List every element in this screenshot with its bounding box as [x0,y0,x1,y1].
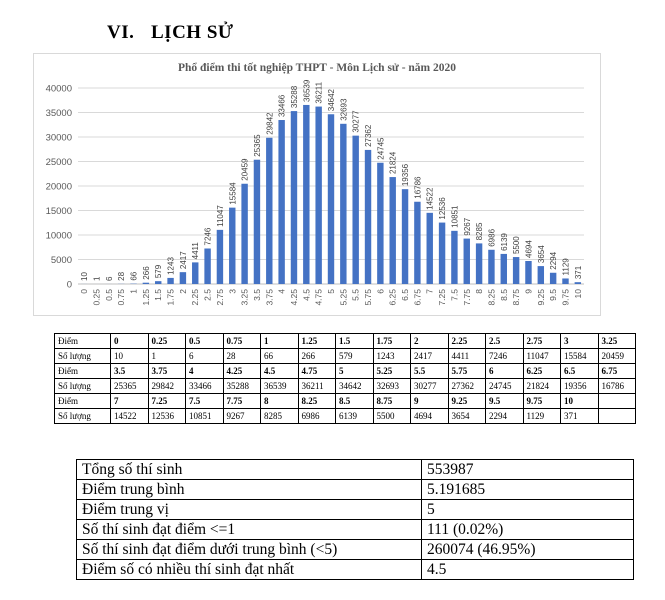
score-cell: 3.5 [111,364,149,379]
chart-bar [204,248,210,284]
count-cell: 21824 [523,379,561,394]
data-label: 20459 [240,158,250,181]
chart-title: Phổ điểm thi tốt nghiệp THPT - Môn Lịch sử - năm 2020 [177,62,457,74]
stats-row [77,500,634,520]
chart-bar [365,150,371,284]
stats-row [77,480,634,500]
x-tick-label: 8.75 [511,289,522,306]
chart-bar [266,138,272,284]
y-tick-label: 30000 [45,132,72,144]
data-label: 9267 [462,217,472,236]
score-cell: 3.25 [598,334,636,349]
chart-bar [328,114,334,284]
score-cell: 5 [336,364,374,379]
count-cell: 32693 [373,379,411,394]
data-label: 66 [129,271,139,281]
score-cell: 7.25 [148,394,186,409]
chart-bar [352,136,358,284]
data-label: 371 [573,265,583,280]
y-tick-label: 10000 [45,230,72,242]
score-row [55,394,636,409]
score-cell: 4 [186,364,224,379]
stats-value: 111 (0.02%) [422,520,634,540]
data-label: 28 [117,271,127,281]
score-cell: 2.75 [523,334,561,349]
chart-bar [389,177,395,284]
x-tick-label: 7.5 [449,289,460,301]
count-cell: 1 [148,349,186,364]
score-cell: 0.75 [223,334,261,349]
count-cell: 19356 [561,379,599,394]
data-label: 6986 [487,228,497,247]
score-cell: 5.5 [411,364,449,379]
chart-bar [217,230,223,284]
stats-row [77,560,634,580]
y-tick-label: 5000 [50,255,72,266]
score-cell: 4.25 [223,364,261,379]
data-label: 7246 [203,227,213,246]
chart-bar [501,254,507,284]
section-heading [107,22,234,44]
count-cell: 579 [336,349,374,364]
count-cell: 371 [561,409,599,424]
count-cell: 36539 [261,379,299,394]
count-cell [598,409,636,424]
count-cell: 11047 [523,349,561,364]
score-cell: 9.5 [486,394,524,409]
score-cell: 0.5 [186,334,224,349]
x-tick-label: 8.5 [498,289,509,301]
x-tick-label: 6.5 [400,289,411,301]
count-cell: 1243 [373,349,411,364]
score-cell: 1.25 [298,334,336,349]
count-cell: 28 [223,349,261,364]
chart-bar [414,202,420,284]
score-cell: 2.5 [486,334,524,349]
x-tick-label: 1.75 [165,289,176,306]
score-cell: 5.75 [448,364,486,379]
count-cell: 33466 [186,379,224,394]
chart-bar [155,281,161,284]
y-tick-label: 20000 [45,181,72,193]
chart-bar [143,283,149,284]
chart-bar [488,250,494,284]
chart-bar [439,223,445,284]
section-title: LỊCH SỬ [151,22,234,43]
count-cell: 4411 [448,349,486,364]
x-tick-label: 4 [276,289,287,294]
data-label: 4694 [524,240,534,258]
score-cell: 6.75 [598,364,636,379]
score-cell: 8.5 [336,394,374,409]
stats-label: Điểm trung bình [77,480,422,500]
stats-label: Số thí sinh đạt điểm <=1 [77,520,422,540]
data-label: 24745 [376,137,386,160]
y-tick-label: 25000 [45,157,72,168]
chart-bar [291,111,297,284]
x-tick-label: 2.75 [214,289,225,306]
chart-bar [575,282,581,284]
score-row-label: Điểm [55,334,111,349]
count-cell: 29842 [148,379,186,394]
x-tick-label: 7 [424,289,435,294]
x-tick-label: 0.5 [103,289,114,301]
x-tick-label: 0.25 [91,289,102,306]
data-label: 34642 [327,89,336,112]
data-label: 15584 [228,182,238,205]
data-label: 21824 [388,151,398,175]
data-label: 8285 [475,222,485,241]
count-cell: 2417 [411,349,449,364]
count-row-label: Số lượng [55,409,111,424]
chart-bar [464,239,470,284]
score-cell: 2.25 [448,334,486,349]
count-cell: 12536 [148,409,186,424]
summary-stats-table [76,459,634,580]
y-tick-label: 0 [66,279,72,291]
count-cell: 14522 [111,409,149,424]
x-tick-label: 4.25 [288,289,299,306]
count-cell: 4694 [411,409,449,424]
score-cell: 5.25 [373,364,411,379]
score-cell: 3.75 [148,364,186,379]
x-tick-label: 8.25 [486,289,497,306]
x-tick-label: 8 [474,289,485,294]
x-tick-label: 6.75 [412,289,423,306]
score-cell: 6 [486,364,524,379]
data-label: 6 [104,276,114,281]
x-tick-label: 1.25 [140,289,151,306]
data-label: 2294 [549,251,559,270]
chart-bar [377,163,383,284]
stats-label: Điểm số có nhiều thí sinh đạt nhất [77,560,422,580]
score-row [55,364,636,379]
count-row [55,349,636,364]
score-cell: 10 [561,394,599,409]
score-cell: 6.5 [561,364,599,379]
data-label: 1 [92,276,102,281]
x-tick-label: 3.75 [264,289,275,306]
data-label: 27362 [364,124,374,147]
x-tick-label: 2.25 [190,289,201,306]
chart-bar [427,213,433,284]
x-tick-label: 1 [128,289,139,294]
x-tick-label: 5.75 [363,289,374,306]
count-cell: 24745 [486,379,524,394]
count-cell: 10 [111,349,149,364]
x-tick-label: 3.25 [239,289,250,306]
score-cell: 1 [261,334,299,349]
score-cell: 3 [561,334,599,349]
score-distribution-chart [33,53,601,316]
chart-bar [192,262,198,284]
stats-row [77,520,634,540]
stats-row [77,460,634,480]
x-tick-label: 1.5 [153,289,164,301]
data-label: 35288 [289,85,299,109]
data-label: 36539 [302,79,312,102]
chart-bar [229,208,235,284]
x-tick-label: 9.25 [535,289,546,306]
data-label: 1243 [166,257,176,275]
x-tick-label: 2 [177,289,188,294]
data-label: 25365 [252,134,262,157]
count-cell: 10851 [186,409,224,424]
x-tick-label: 9 [523,289,534,294]
chart-bar [513,257,519,284]
data-label: 579 [154,264,164,279]
chart-bar [538,266,544,284]
data-label: 12536 [438,197,448,220]
count-row [55,409,636,424]
count-cell: 1129 [523,409,561,424]
score-cell: 7 [111,394,149,409]
chart-bar [254,160,260,284]
count-cell: 16786 [598,379,636,394]
data-label: 6139 [499,233,509,251]
x-tick-label: 0 [79,289,90,294]
x-tick-label: 7.25 [437,289,448,306]
x-tick-label: 5 [326,289,336,294]
data-label: 10851 [450,205,460,228]
x-tick-label: 6 [375,289,386,294]
count-cell: 2294 [486,409,524,424]
x-tick-label: 5.5 [350,289,361,301]
stats-value: 5 [422,500,634,520]
count-cell: 8285 [261,409,299,424]
data-label: 19356 [401,163,411,187]
stats-value: 260074 (46.95%) [422,540,634,560]
stats-value: 553987 [422,460,634,480]
data-label: 1129 [561,258,571,276]
y-tick-label: 15000 [45,206,72,217]
score-cell: 0.25 [148,334,186,349]
x-tick-label: 3 [227,289,238,294]
score-cell: 1.5 [336,334,374,349]
x-tick-label: 5.25 [338,289,349,306]
data-label: 36211 [314,81,324,104]
y-tick-label: 40000 [45,83,72,95]
count-cell: 5500 [373,409,411,424]
chart-bar [241,184,247,284]
score-cell: 1.75 [373,334,411,349]
count-row [55,379,636,394]
count-row-label: Số lượng [55,349,111,364]
x-tick-label: 7.75 [461,289,472,306]
data-label: 14522 [425,187,435,210]
score-cell: 9.25 [448,394,486,409]
count-cell: 6986 [298,409,336,424]
y-tick-label: 35000 [45,108,72,119]
x-tick-label: 4.75 [313,289,324,306]
score-cell: 4.5 [261,364,299,379]
count-cell: 20459 [598,349,636,364]
x-tick-label: 9.75 [560,289,571,306]
data-label: 32693 [339,98,349,121]
chart-svg [34,54,600,315]
chart-x-axis [79,289,583,306]
count-cell: 36211 [298,379,336,394]
chart-bar [278,120,284,284]
score-cell: 9 [411,394,449,409]
data-label: 33466 [277,94,287,118]
score-cell: 2 [411,334,449,349]
score-cell [598,394,636,409]
data-label: 3654 [536,245,546,264]
stats-value: 4.5 [422,560,634,580]
chart-bar [303,105,309,284]
data-label: 266 [141,266,151,280]
x-tick-label: 4.5 [301,289,312,301]
data-label: 29842 [265,112,275,135]
chart-bar [402,189,408,284]
count-cell: 6139 [336,409,374,424]
score-cell: 6.25 [523,364,561,379]
chart-bar [451,231,457,284]
chart-bar [525,261,531,284]
score-cell: 7.5 [186,394,224,409]
count-cell: 66 [261,349,299,364]
count-row-label: Số lượng [55,379,111,394]
chart-bar [550,273,556,284]
x-tick-label: 2.5 [202,289,213,301]
count-cell: 266 [298,349,336,364]
x-tick-label: 6.25 [387,289,398,306]
count-cell: 27362 [448,379,486,394]
chart-y-axis [46,84,72,291]
data-label: 4411 [191,242,201,260]
score-distribution-table [54,333,636,424]
stats-label: Số thí sinh đạt điểm dưới trung bình (<5) [77,540,422,560]
data-label: 11047 [215,205,225,227]
stats-row [77,540,634,560]
chart-bar [180,272,186,284]
score-row [55,334,636,349]
count-cell: 15584 [561,349,599,364]
count-cell: 25365 [111,379,149,394]
stats-label: Điểm trung vị [77,500,422,520]
stats-value: 5.191685 [422,480,634,500]
score-row-label: Điểm [55,364,111,379]
chart-bar [315,107,321,284]
chart-bars [81,105,581,284]
chart-bar [340,124,346,284]
chart-bar [167,278,173,284]
data-label: 5500 [512,236,522,255]
score-cell: 8.75 [373,394,411,409]
score-cell: 0 [111,334,149,349]
x-tick-label: 3.5 [251,289,262,301]
count-cell: 6 [186,349,224,364]
count-cell: 34642 [336,379,374,394]
score-cell: 8.25 [298,394,336,409]
count-cell: 35288 [223,379,261,394]
score-cell: 8 [261,394,299,409]
x-tick-label: 0.75 [116,289,127,306]
chart-bar [562,278,568,284]
score-cell: 9.75 [523,394,561,409]
data-label: 2417 [178,251,188,270]
data-label: 30277 [351,110,361,133]
score-row-label: Điểm [55,394,111,409]
count-cell: 9267 [223,409,261,424]
stats-label: Tổng số thí sinh [77,460,422,480]
score-cell: 7.75 [223,394,261,409]
x-tick-label: 9.5 [548,289,559,301]
count-cell: 7246 [486,349,524,364]
data-label: 10 [80,272,90,281]
x-tick-label: 10 [572,289,583,299]
count-cell: 30277 [411,379,449,394]
count-cell: 3654 [448,409,486,424]
score-cell: 4.75 [298,364,336,379]
section-number: VI. [107,22,135,43]
chart-bar [476,243,482,284]
data-label: 16786 [413,176,423,199]
